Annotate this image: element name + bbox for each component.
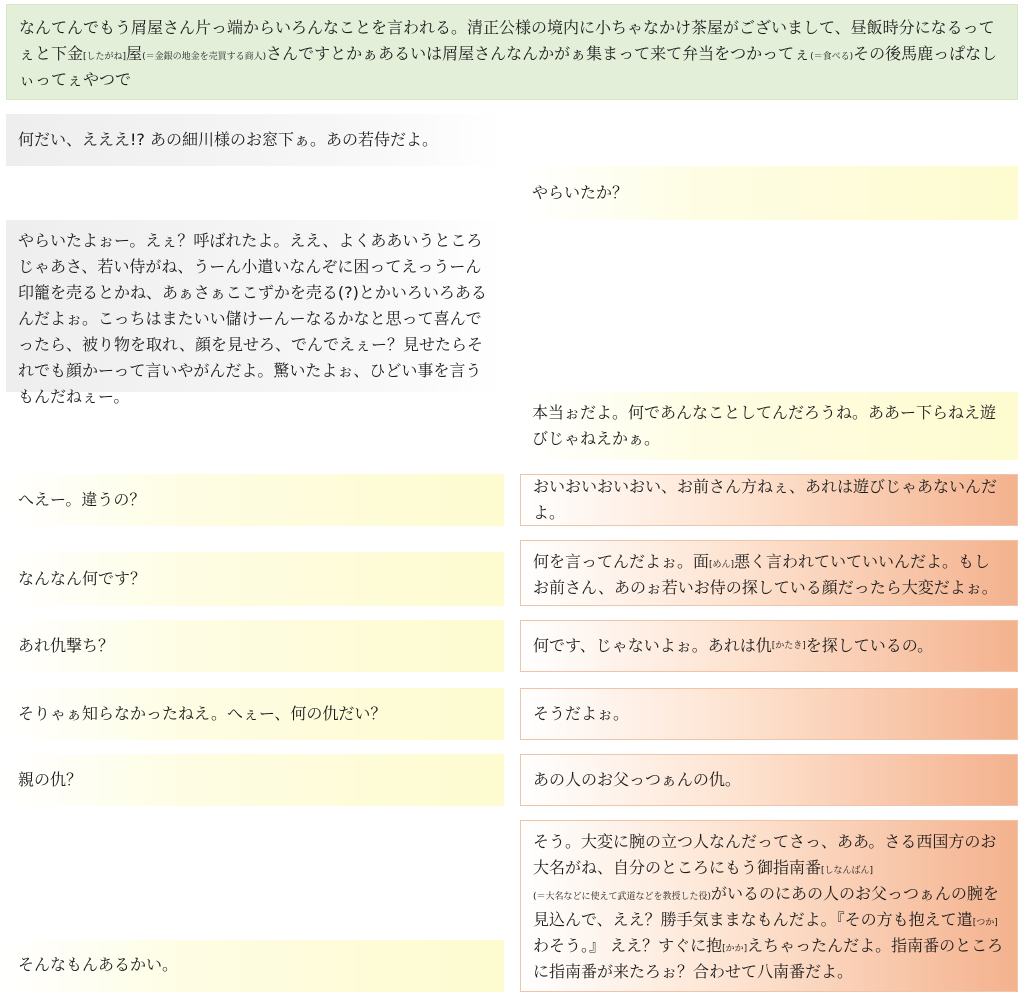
dialogue-left-3 — [6, 474, 504, 526]
ruby-annotation: [かか] — [722, 944, 748, 954]
narration-text-3: さんですとかぁあるいは屑屋さんなんかがぁ集まって来て弁当をつかってぇ — [266, 44, 811, 63]
dialogue-right-6 — [520, 688, 1018, 740]
gloss-annotation: (＝食べる) — [810, 52, 854, 62]
dialogue-left-4 — [6, 552, 504, 606]
dialogue-left-2 — [6, 220, 504, 406]
dialogue-text: やらいたか？ — [532, 183, 629, 202]
narration-text-2: 屋 — [126, 44, 143, 63]
dialogue-text: あの人のお父っつぁんの仇。 — [533, 770, 741, 789]
dialogue-left-6 — [6, 688, 504, 740]
dialogue-text: なんなん何です？ — [18, 569, 147, 588]
dialogue-text: そうだよぉ。 — [533, 704, 630, 723]
dialogue-text: あれ仇撃ち？ — [18, 636, 115, 655]
gloss-annotation: (＝大名などに使えて武道などを教授した役) — [533, 892, 712, 902]
narration-block — [6, 4, 1018, 100]
narration-text-1: なんてんでもう屑屋さん片っ端からいろんなことを言われる。清正公様の境内に小ちゃなかけ茶屋がございまして、昼飯時分になるってぇと下金 — [19, 18, 995, 63]
dialogue-text: そんなもんあるかい。 — [18, 955, 179, 974]
dialogue-left-5 — [6, 620, 504, 672]
dialogue-right-3 — [520, 474, 1018, 526]
dialogue-right-5 — [520, 620, 1018, 672]
dialogue-text: わそう。』 ええ？すぐに抱 — [533, 936, 723, 955]
dialogue-right-1 — [520, 166, 1018, 220]
dialogue-text: へえー。違うの？ — [18, 490, 146, 509]
dialogue-text: 何です、じゃないよぉ。あれは仇 — [533, 636, 772, 655]
dialogue-text: 本当ぉだよ。何であんなことしてんだろうね。ああー下らねえ遊びじゃねえかぁ。 — [532, 403, 997, 448]
dialogue-left-1 — [6, 114, 504, 166]
dialogue-right-2 — [520, 392, 1018, 460]
dialogue-text: を探しているの。 — [805, 636, 934, 655]
gloss-annotation: (＝金銀の地金を売買する商人) — [142, 52, 267, 62]
dialogue-text: 悪く言われていていいんだよ。もしお前さん、あのぉ若いお侍の探している顔だったら大変だよぉ。 — [533, 552, 998, 597]
narration-text-4: その後馬鹿っぱなしぃってぇやつで — [19, 44, 998, 89]
dialogue-left-7 — [6, 754, 504, 806]
dialogue-text: そう。大変に腕の立つ人なんだってさっ、ああ。さる西国方のお大名がね、自分のところにもう御指南番 — [533, 832, 997, 877]
dialogue-text: 何だい、えええ!? あの細川様のお窓下ぁ。あの若侍だよ。 — [18, 130, 438, 149]
dialogue-text: えちゃったんだよ。指南番のところに指南番が来たろぉ？合わせて八南番だよ。 — [533, 936, 1004, 981]
dialogue-right-4 — [520, 540, 1018, 606]
ruby-annotation: [かたき] — [771, 641, 806, 651]
dialogue-text: 何を言ってんだよぉ。面 — [533, 552, 710, 571]
dialogue-left-8 — [6, 940, 504, 992]
ruby-annotation: [しなんばん] — [821, 866, 874, 876]
dialogue-text: 親の仇？ — [18, 770, 83, 789]
ruby-annotation: [したがね] — [83, 52, 127, 62]
ruby-annotation: [つか] — [972, 918, 998, 928]
dialogue-text: そりゃぁ知らなかったねえ。へぇー、何の仇だい？ — [18, 704, 387, 723]
dialogue-text: おいおいおいおい、お前さん方ねぇ、あれは遊びじゃあないんだよ。 — [533, 477, 998, 522]
dialogue-right-7 — [520, 754, 1018, 806]
dialogue-text: やらいたよぉー。えぇ？呼ばれたよ。ええ、よくああいうところじゃあさ、若い侍がね、うーん小遣いなんぞに困ってえっうーん印籠を売るとかね、あぁさぁここずかを売る(?)とかいろいろあるんだよぉ。こっちはまたいい儲けーんーなるかなと思って喜んでったら、被り物を取れ、顔を見せろ、でんでえぇー？見せたらそれでも顔かーって言いやがんだよ。驚いたよぉ、ひどい事を言うもんだねぇー。 — [18, 231, 487, 406]
dialogue-right-8 — [520, 820, 1018, 992]
ruby-annotation: [めん] — [709, 560, 735, 570]
dialogue-text: がいるのにあの人のお父っつぁんの腕を見込んで、ええ？勝手気ままなもんだよ。『その方も抱えて遣 — [533, 884, 999, 929]
